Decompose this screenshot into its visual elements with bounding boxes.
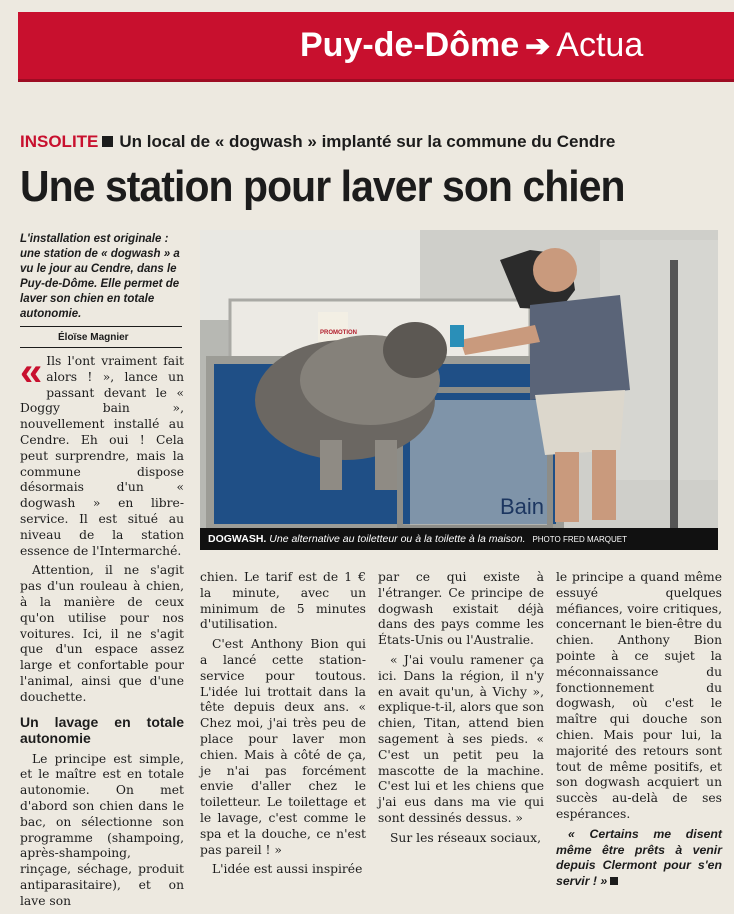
article-photo — [200, 230, 718, 528]
paragraph: par ce qui existe à l'étranger. Ce principe de dogwash existait déjà dans des pays comme les États-Unis ou l'Australie. — [378, 570, 544, 648]
arrow-right-icon: ➔ — [525, 30, 551, 63]
caption-text: Une alternative au toiletteur ou à la toilette à la maison. — [269, 533, 526, 545]
subheading: Un lavage en totale autonomie — [20, 713, 184, 746]
photo-caption — [200, 528, 718, 550]
paragraph-text: Ils l'ont vraiment fait alors ! », lance un passant devant le « Doggy bain », nouvellement installé au Cendre. Eh oui ! Cela peut surprendre, mais la commune dispose désormais d'un « dogwash » en libre-service. Il est situé au niveau de la station essence de l'Intermarché. — [20, 354, 184, 558]
closing-quote — [556, 827, 722, 890]
promo-sticker-text: PROMOTION — [320, 330, 357, 336]
photo-credit: PHOTO FRED MARQUET — [532, 535, 627, 544]
paragraph: C'est Anthony Bion qui a lancé cette station-service pour toutous. L'idée lui trottait dans la tête depuis deux ans. « Chez moi, j'ai très peu de place pour laver mon chien. Mais à côté de ça, je n'ai pas forcément envie d'aller chez le toiletteur. Le toilettage et le lavage, c'est comme le spa et la douche, ce n'est pas pareil ! » — [200, 637, 366, 857]
closing-quote-text: « Certains me disent même être prêts à venir depuis Clermont pour s'en servir ! » — [556, 826, 722, 889]
divider — [20, 347, 182, 348]
article-kicker — [20, 132, 720, 152]
article-headline: Une station pour laver son chien — [20, 162, 625, 211]
section-name: Puy-de-Dôme — [300, 26, 520, 64]
divider — [20, 326, 182, 327]
dog-washing-photo — [200, 230, 718, 528]
tub-label-text: Bain — [500, 494, 545, 519]
column-1 — [20, 350, 184, 914]
subsection-name: Actua — [556, 26, 644, 64]
paragraph: Sur les réseaux sociaux, — [390, 830, 542, 845]
caption-label: DOGWASH. — [208, 533, 267, 545]
paragraph: Attention, il ne s'agit pas d'un rouleau à chien, à la manière de ceux qu'on utilise pour nos voitures. Ici, il ne s'agit que d'un espace assez large et confortable pour l'animal, ainsi que d'une douchette. — [20, 563, 184, 704]
paragraph: le principe a quand même essuyé quelques méfiances, voire critiques, concernant le bien-être du chien. Anthony Bion pointe à ce sujet la méconnaissance du fonctionnement du dogwash, où c'est le maître qui douche son chien. Mais pour lui, la majorité des retours sont tout de même positifs, et son dogwash acquiert un succès au-delà de ses espérances. — [556, 570, 722, 821]
section-title — [300, 26, 643, 65]
paragraph: Le principe est simple, et le maître est en totale autonomie. On met d'abord son chien dans le bac, on sélectionne son programme (shampoing, après-shampoing, rinçage, séchage, produit antiparasitaire), et on lave son — [20, 751, 184, 908]
article-lead: L'installation est originale : une station de « dogwash » a vu le jour au Cendre, dans le Puy-de-Dôme. Elle permet de laver son chien en totale autonomie. — [20, 233, 180, 320]
kicker-tag: INSOLITE — [20, 132, 99, 151]
column-2 — [200, 570, 366, 882]
paragraph: chien. Le tarif est de 1 € la minute, avec un minimum de 5 minutes d'utilisation. — [200, 570, 366, 632]
paragraph: L'idée est aussi inspirée — [212, 862, 363, 877]
paragraph — [20, 350, 184, 559]
column-4 — [556, 570, 722, 894]
square-bullet-icon — [102, 136, 113, 147]
kicker-text: Un local de « dogwash » implanté sur la commune du Cendre — [119, 132, 616, 151]
end-mark-icon — [610, 877, 618, 885]
paragraph: « J'ai voulu ramener ça ici. Dans la région, il n'y en avait qu'un, à Vichy », explique-t-il, alors que son chien, Titan, attend bien sagement à ses pieds. « C'est un petit peu la mascotte de la machine. C'est lui et les chiens que j'ai eus dans ma vie qui sont dessinés dessus. » — [378, 652, 544, 825]
column-3 — [378, 570, 544, 851]
section-banner — [18, 12, 734, 82]
drop-quote: « — [20, 350, 43, 394]
byline: Éloïse Magnier — [58, 332, 129, 343]
